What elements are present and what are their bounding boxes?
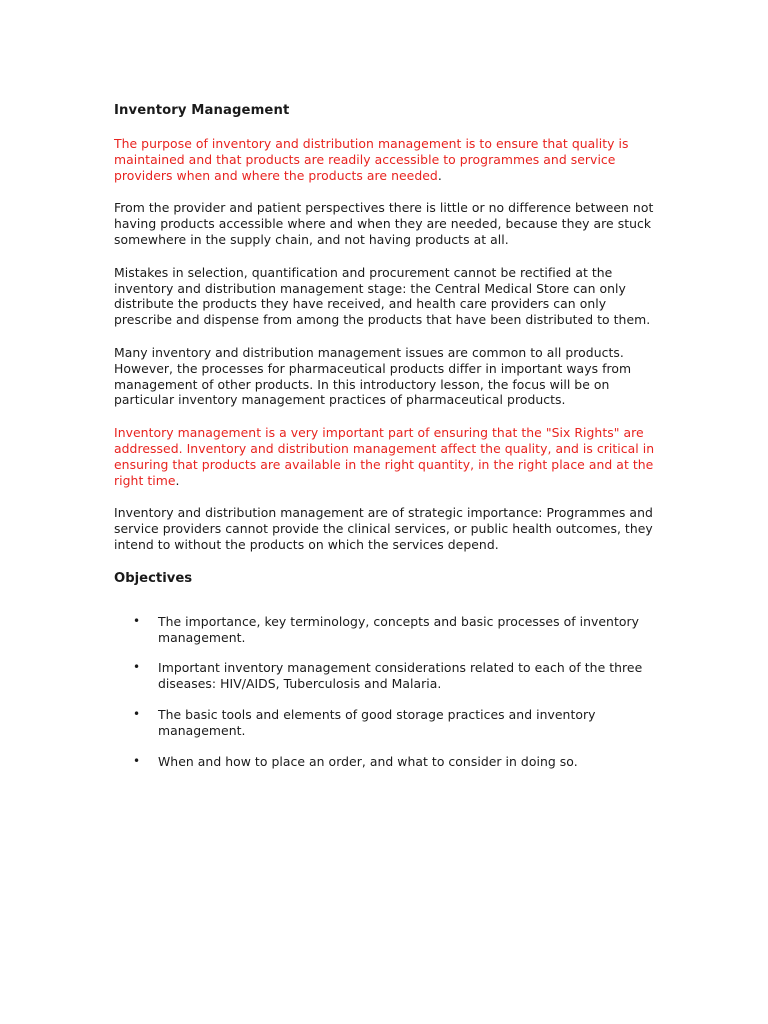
bullet-icon: • — [133, 660, 141, 675]
paragraph-six-rights-text: Inventory management is a very important part of ensuring that the "Six Rights" are addressed. Inventory and distribution management affect the quality, and is critical in ensuring that products are available in the right quantity, in the right place and at the right time — [114, 425, 655, 488]
paragraph-provider-perspective: From the provider and patient perspectives there is little or no difference between not having products accessible where and when they are needed, because they are stuck somewhere in the supply chain, and not having products at all. — [114, 200, 654, 247]
paragraph-purpose-period: . — [437, 167, 442, 183]
bullet-icon: • — [133, 753, 141, 768]
paragraph-purpose — [114, 136, 662, 183]
paragraph-common-issues: Many inventory and distribution management issues are common to all products. However, the processes for pharmaceutical products differ in important ways from management of other products. In this introductory lesson, the focus will be on particular inventory management practices of pharmaceutical products. — [114, 344, 632, 408]
paragraph-strategic: Inventory and distribution management are of strategic importance: Programmes and service providers cannot provide the clinical services, or public health outcomes, they intend to without the products on which the services depend. — [114, 505, 653, 552]
objective-item — [114, 660, 662, 692]
paragraph-purpose-text: The purpose of inventory and distribution management is to ensure that quality is maintained and that products are readily accessible to programmes and service providers when and where the products are needed — [114, 136, 629, 183]
objective-item — [114, 707, 662, 739]
objectives-list — [114, 614, 662, 770]
objective-text: When and how to place an order, and what to consider in doing so. — [158, 753, 578, 769]
paragraph-six-rights-period: . — [175, 472, 180, 488]
objectives-heading: Objectives — [114, 570, 193, 586]
objective-text: The importance, key terminology, concepts and basic processes of inventory management. — [158, 613, 640, 645]
paragraph-six-rights — [114, 425, 662, 488]
bullet-icon: • — [133, 706, 141, 721]
objective-text: The basic tools and elements of good storage practices and inventory management. — [158, 706, 596, 738]
bullet-icon: • — [133, 613, 141, 628]
document-page — [114, 102, 662, 784]
objective-text: Important inventory management considerations related to each of the three diseases: HIV/AIDS, Tuberculosis and Malaria. — [158, 660, 643, 692]
document-title: Inventory Management — [114, 103, 290, 118]
objective-item — [114, 754, 662, 770]
paragraph-mistakes: Mistakes in selection, quantification and procurement cannot be rectified at the inventory and distribution management stage: the Central Medical Store can only distribute the products they have received, and health care providers can only prescribe and dispense from among the products that have been distributed to them. — [114, 264, 651, 328]
objective-item — [114, 614, 662, 646]
